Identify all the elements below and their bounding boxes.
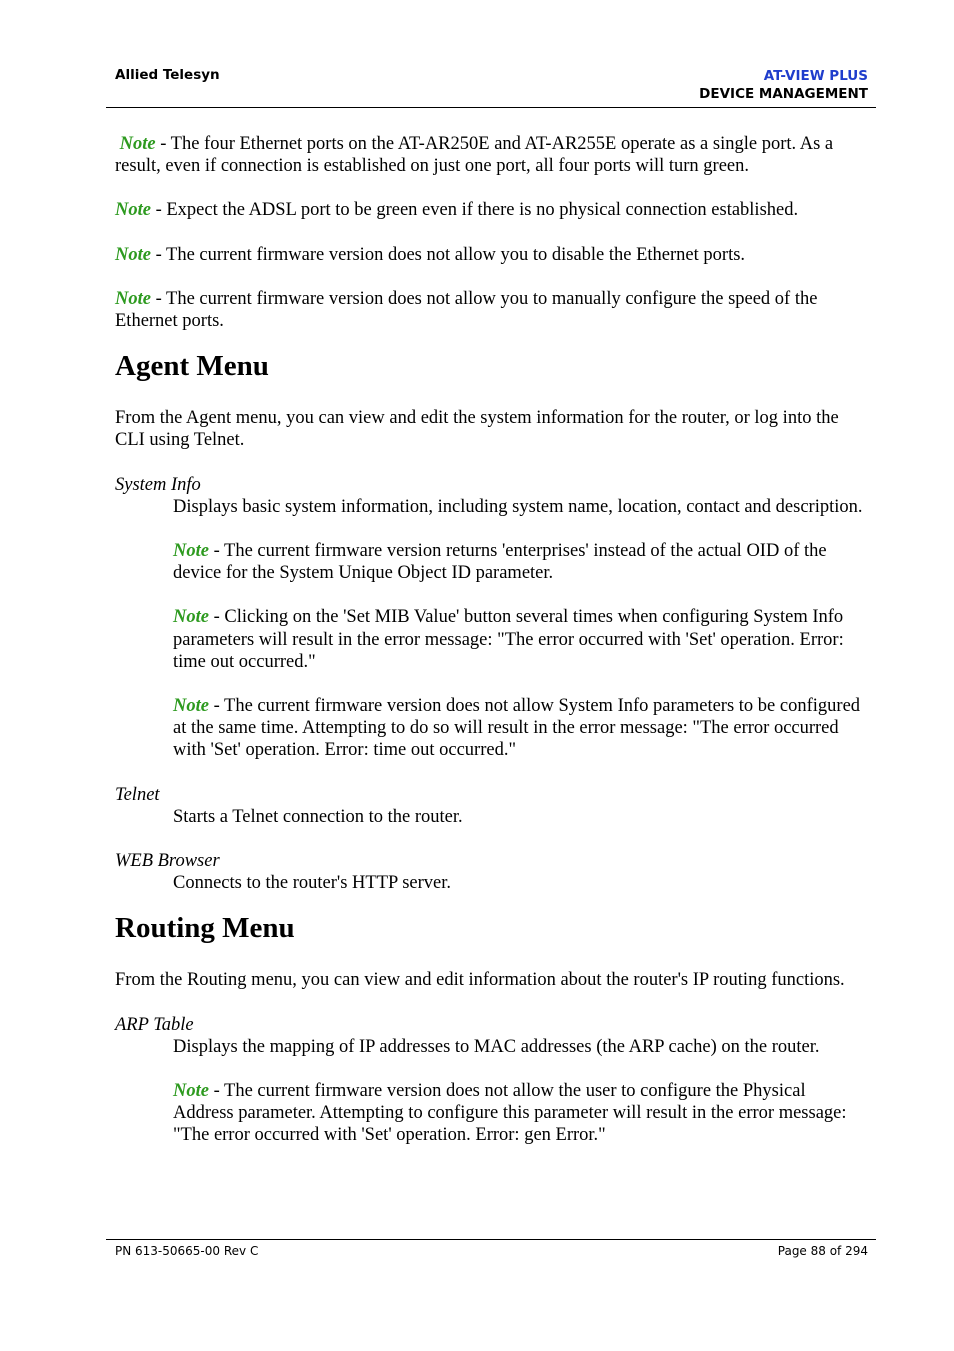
footer-page-number: Page 88 of 294	[777, 1244, 868, 1258]
telnet-term: Telnet	[115, 784, 160, 805]
arp-table-description: Displays the mapping of IP addresses to MAC addresses (the ARP cache) on the router.	[173, 1036, 820, 1057]
footer-part-number: PN 613-50665-00 Rev C	[115, 1244, 259, 1258]
header-title-block	[699, 67, 868, 103]
note-paragraph	[173, 1080, 865, 1147]
arp-table-term: ARP Table	[115, 1014, 194, 1035]
note-text: - Expect the ADSL port to be green even if there is no physical connection established.	[150, 200, 799, 221]
header-section: DEVICE MANAGEMENT	[699, 86, 868, 102]
note-label: Note	[115, 200, 151, 221]
header-divider	[106, 107, 876, 108]
header-product: AT-VIEW PLUS	[763, 68, 868, 84]
note-paragraph	[115, 199, 865, 221]
page-content	[115, 133, 865, 1169]
note-text: - Clicking on the 'Set MIB Value' button several times when configuring System Info parameters will result in the error message: "The error occurred with 'Set' operation. Error: time out occurred."	[173, 607, 844, 672]
note-text: - The current firmware version does not allow System Info parameters to be configured at the same time. Attempting to do so will result in the error message: "The error occurred with 'Set' operation. Error: time out occurred."	[173, 696, 861, 761]
note-text: - The current firmware version does not allow you to manually configure the speed of the Ethernet ports.	[115, 288, 818, 332]
telnet-definition	[173, 806, 865, 828]
web-browser-description: Connects to the router's HTTP server.	[173, 873, 452, 894]
agent-intro: From the Agent menu, you can view and edit the system information for the router, or log into the CLI using Telnet.	[115, 408, 839, 451]
arp-table-definition	[173, 1036, 865, 1147]
note-label: Note	[173, 541, 209, 562]
note-label: Note	[173, 696, 209, 717]
note-label: Note	[115, 244, 151, 265]
agent-menu-heading: Agent Menu	[115, 350, 269, 383]
system-info-description: Displays basic system information, including system name, location, contact and description.	[173, 496, 863, 517]
note-paragraph	[173, 540, 865, 584]
note-label: Note	[119, 134, 156, 154]
note-text: - The current firmware version does not allow the user to configure the Physical Address parameter. Attempting to configure this parameter will result in the error message: "The error occurred with 'Set' operation. Error: gen Error."	[173, 1081, 847, 1146]
note-text: - The current firmware version does not allow you to disable the Ethernet ports.	[150, 244, 746, 265]
routing-intro: From the Routing menu, you can view and edit information about the router's IP routing functions.	[115, 970, 845, 991]
note-label: Note	[173, 607, 209, 628]
note-paragraph	[115, 133, 865, 177]
web-browser-term: WEB Browser	[115, 851, 220, 872]
note-text: - The current firmware version returns 'enterprises' instead of the actual OID of the device for the System Unique Object ID parameter.	[173, 541, 827, 584]
header-company: Allied Telesyn	[115, 67, 220, 83]
note-paragraph	[115, 288, 865, 332]
note-label: Note	[115, 288, 151, 309]
telnet-description: Starts a Telnet connection to the router.	[173, 806, 463, 827]
note-paragraph	[173, 606, 865, 673]
system-info-term: System Info	[115, 474, 201, 495]
note-paragraph	[115, 244, 865, 266]
note-text: - The four Ethernet ports on the AT-AR250E and AT-AR255E operate as a single port. As a result, even if connection is established on just one port, all four ports will turn green.	[115, 134, 834, 177]
footer-divider	[106, 1239, 876, 1240]
web-browser-definition	[173, 872, 865, 894]
note-paragraph	[173, 695, 865, 762]
system-info-definition	[173, 496, 865, 762]
note-label: Note	[173, 1081, 209, 1102]
routing-menu-heading: Routing Menu	[115, 912, 295, 945]
